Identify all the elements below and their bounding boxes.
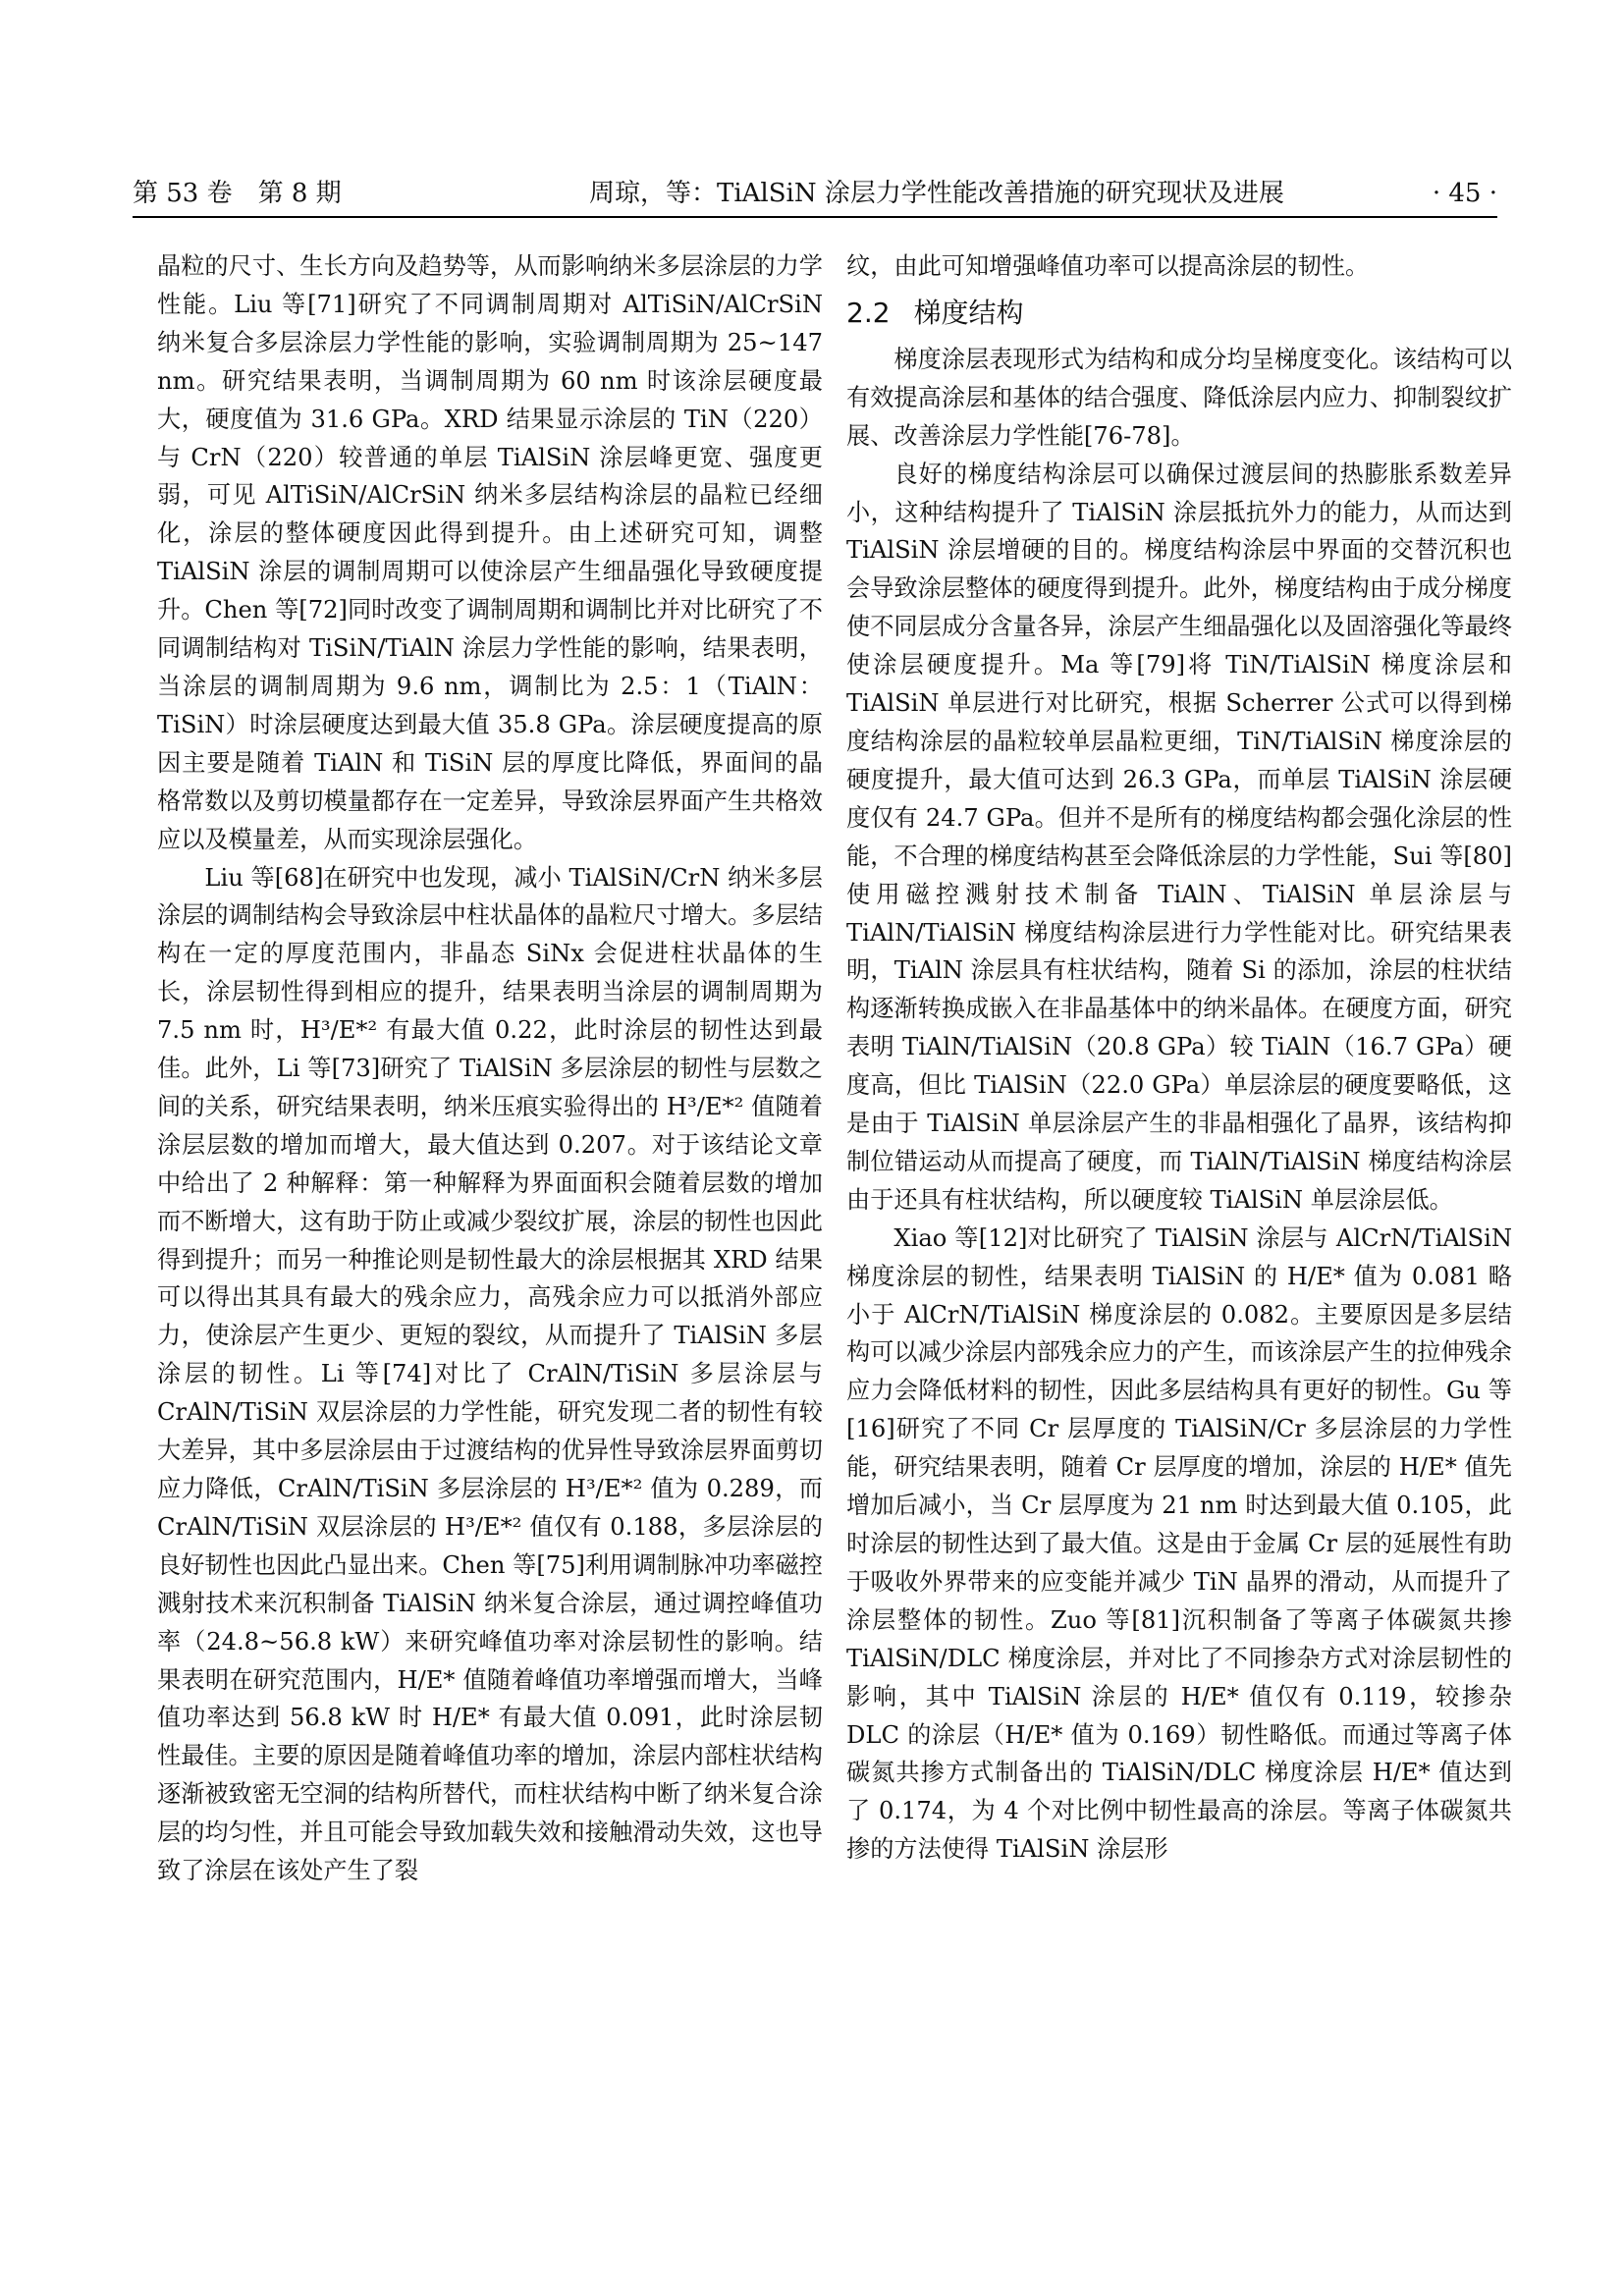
section-title: 梯度结构 bbox=[913, 296, 1024, 329]
running-header bbox=[133, 177, 1497, 218]
paragraph: 纹，由此可知增强峰值功率可以提高涂层的韧性。 bbox=[846, 252, 1370, 280]
left-column bbox=[157, 247, 823, 2211]
section-heading bbox=[846, 292, 1512, 335]
paragraph: Xiao 等[12]对比研究了 TiAlSiN 涂层与 AlCrN/TiAlSiN 梯度涂层的韧性，结果表明 TiAlSiN 的 H/E* 值为 0.081 略小于 AlCrN/TiAlSiN 梯度涂层的 0.082。主要原因是多层结构可以减少涂层内部残余应力的产生，而该涂层产生的拉伸残余应力会降低材料的韧性，因此多层结构具有更好的韧性。Gu 等[16]研究了不同 Cr 层厚度的 TiAlSiN/Cr 多层涂层的力学性能，研究结果表明，随着 Cr 层厚度的增加，涂层的 H/E* 值先增加后减小，当 Cr 层厚度为 21 nm 时达到最大值 0.105，此时涂层的韧性达到了最大值。这是由于金属 Cr 层的延展性有助于吸收外界带来的应变能并减少 TiN 晶界的滑动，从而提升了涂层整体的韧性。Zuo 等[81]沉积制备了等离子体碳氮共掺 TiAlSiN/DLC 梯度涂层，并对比了不同掺杂方式对涂层韧性的影响，其中 TiAlSiN 涂层的 H/E* 值仅有 0.119，较掺杂 DLC 的涂层（H/E* 值为 0.169）韧性略低。而通过等离子体碳氮共掺方式制备出的 TiAlSiN/DLC 梯度涂层 H/E* 值达到了 0.174，为 4 个对比例中韧性最高的涂层。等离子体碳氮共掺的方法使得 TiAlSiN 涂层形 bbox=[846, 1223, 1512, 1864]
running-title: 周琼，等：TiAlSiN 涂层力学性能改善措施的研究现状及进展 bbox=[589, 179, 1284, 208]
page-number: · 45 · bbox=[1432, 179, 1497, 208]
paragraph: 晶粒的尺寸、生长方向及趋势等，从而影响纳米多层涂层的力学性能。Liu 等[71]研究了不同调制周期对 AlTiSiN/AlCrSiN 纳米复合多层涂层力学性能的影响，实验调制周期为 25~147 nm。研究结果表明，当调制周期为 60 nm 时该涂层硬度最大，硬度值为 31.6 GPa。XRD 结果显示涂层的 TiN（220）与 CrN（220）较普通的单层 TiAlSiN 涂层峰更宽、强度更弱，可见 AlTiSiN/AlCrSiN 纳米多层结构涂层的晶粒已经细化，涂层的整体硬度因此得到提升。由上述研究可知，调整 TiAlSiN 涂层的调制周期可以使涂层产生细晶强化导致硬度提升。Chen 等[72]同时改变了调制周期和调制比并对比研究了不同调制结构对 TiSiN/TiAlN 涂层力学性能的影响，结果表明，当涂层的调制周期为 9.6 nm，调制比为 2.5：1（TiAlN：TiSiN）时涂层硬度达到最大值 35.8 GPa。涂层硬度提高的原因主要是随着 TiAlN 和 TiSiN 层的厚度比降低，界面间的晶格常数以及剪切模量都存在一定差异，导致涂层界面产生共格效应以及模量差，从而实现涂层强化。 bbox=[157, 252, 823, 853]
paragraph: 梯度涂层表现形式为结构和成分均呈梯度变化。该结构可以有效提高涂层和基体的结合强度、降低涂层内应力、抑制裂纹扩展、改善涂层力学性能[76-78]。 bbox=[846, 345, 1512, 450]
paragraph: 良好的梯度结构涂层可以确保过渡层间的热膨胀系数差异小，这种结构提升了 TiAlSiN 涂层抵抗外力的能力，从而达到 TiAlSiN 涂层增硬的目的。梯度结构涂层中界面的交替沉积也会导致涂层整体的硬度得到提升。此外，梯度结构由于成分梯度使不同层成分含量各异，涂层产生细晶强化以及固溶强化等最终使涂层硬度提升。Ma 等[79]将 TiN/TiAlSiN 梯度涂层和 TiAlSiN 单层进行对比研究，根据 Scherrer 公式可以得到梯度结构涂层的晶粒较单层晶粒更细，TiN/TiAlSiN 梯度涂层的硬度提升，最大值可达到 26.3 GPa，而单层 TiAlSiN 涂层硬度仅有 24.7 GPa。但并不是所有的梯度结构都会强化涂层的性能，不合理的梯度结构甚至会降低涂层的力学性能，Sui 等[80]使用磁控溅射技术制备 TiAlN、TiAlSiN 单层涂层与 TiAlN/TiAlSiN 梯度结构涂层进行力学性能对比。研究结果表明，TiAlN 涂层具有柱状结构，随着 Si 的添加，涂层的柱状结构逐渐转换成嵌入在非晶基体中的纳米晶体。在硬度方面，研究表明 TiAlN/TiAlSiN（20.8 GPa）较 TiAlN（16.7 GPa）硬度高，但比 TiAlSiN（22.0 GPa）单层涂层的硬度要略低，这是由于 TiAlSiN 单层涂层产生的非晶相强化了晶界，该结构抑制位错运动从而提高了硬度，而 TiAlN/TiAlSiN 梯度结构涂层由于还具有柱状结构，所以硬度较 TiAlSiN 单层涂层低。 bbox=[846, 460, 1512, 1214]
paragraph: Liu 等[68]在研究中也发现，减小 TiAlSiN/CrN 纳米多层涂层的调制结构会导致涂层中柱状晶体的晶粒尺寸增大。多层结构在一定的厚度范围内，非晶态 SiNx 会促进柱状晶体的生长，涂层韧性得到相应的提升，结果表明当涂层的调制周期为 7.5 nm 时，H³/E*² 有最大值 0.22，此时涂层的韧性达到最佳。此外，Li 等[73]研究了 TiAlSiN 多层涂层的韧性与层数之间的关系，研究结果表明，纳米压痕实验得出的 H³/E*² 值随着涂层层数的增加而增大，最大值达到 0.207。对于该结论文章中给出了 2 种解释：第一种解释为界面面积会随着层数的增加而不断增大，这有助于防止或减少裂纹扩展，涂层的韧性也因此得到提升；而另一种推论则是韧性最大的涂层根据其 XRD 结果可以得出其具有最大的残余应力，高残余应力可以抵消外部应力，使涂层产生更少、更短的裂纹，从而提升了 TiAlSiN 多层涂层的韧性。Li 等[74]对比了 CrAlN/TiSiN 多层涂层与 CrAlN/TiSiN 双层涂层的力学性能，研究发现二者的韧性有较大差异，其中多层涂层由于过渡结构的优异性导致涂层界面剪切应力降低，CrAlN/TiSiN 多层涂层的 H³/E*² 值为 0.289，而 CrAlN/TiSiN 双层涂层的 H³/E*² 值仅有 0.188，多层涂层的良好韧性也因此凸显出来。Chen 等[75]利用调制脉冲功率磁控溅射技术来沉积制备 TiAlSiN 纳米复合涂层，通过调控峰值功率（24.8~56.8 kW）来研究峰值功率对涂层韧性的影响。结果表明在研究范围内，H/E* 值随着峰值功率增强而增大，当峰值功率达到 56.8 kW 时 H/E* 有最大值 0.091，此时涂层韧性最佳。主要的原因是随着峰值功率的增加，涂层内部柱状结构逐渐被致密无空洞的结构所替代，而柱状结构中断了纳米复合涂层的均匀性，并且可能会导致加载失效和接触滑动失效，这也导致了涂层在该处产生了裂 bbox=[157, 863, 823, 1885]
journal-volume-issue: 第 53 卷 第 8 期 bbox=[133, 179, 342, 208]
section-number: 2.2 bbox=[846, 296, 891, 329]
right-column bbox=[846, 247, 1512, 2211]
